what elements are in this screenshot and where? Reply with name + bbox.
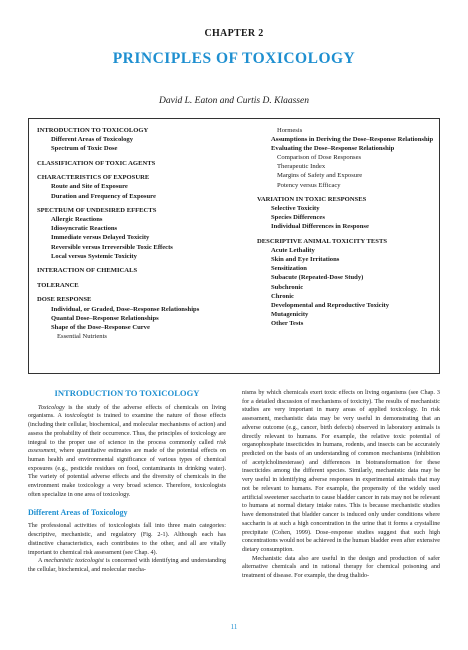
outline-entry: Therapeutic Index xyxy=(277,163,326,171)
chapter-title: PRINCIPLES OF TOXICOLOGY xyxy=(112,50,356,67)
outline-entry: Margins of Safety and Exposure xyxy=(277,172,363,180)
outline-entry: Species Differences xyxy=(271,214,325,222)
outline-entry: Duration and Frequency of Exposure xyxy=(51,192,156,200)
term-toxicologist: toxicologist xyxy=(64,413,94,420)
paragraph-mechanistic-data: Mechanistic data also are useful in the design and production of safer alternative chemicals and in rational therapy for chemical poisoning and treatment of disease. For example, the drug thalido- xyxy=(242,555,440,580)
outline-entry: Hormesis xyxy=(277,127,303,134)
outline-entry: Developmental and Reproductive Toxicity xyxy=(271,301,390,309)
text-span: is concerned with identifying and understanding the cellular, biochemical, and molecular mecha- xyxy=(28,558,226,573)
outline-entry: DESCRIPTIVE ANIMAL TOXICITY TESTS xyxy=(257,238,388,246)
text-span: is the study of the adverse effects of chemicals on living organisms. A xyxy=(28,404,226,420)
outline-left-column xyxy=(37,126,247,341)
outline-entry: Shape of the Dose–Response Curve xyxy=(51,323,150,331)
outline-entry: TOLERANCE xyxy=(37,281,79,289)
term-risk-assessment: risk assessment, xyxy=(28,439,226,455)
authors: David L. Eaton and Curtis D. Klaassen xyxy=(159,96,309,106)
outline-entry: Idiosyncratic Reactions xyxy=(51,225,118,233)
outline-entry: Allergic Reactions xyxy=(51,216,103,224)
outline-entry: Comparison of Dose Responses xyxy=(277,154,362,162)
outline-entry: Selective Toxicity xyxy=(271,205,320,213)
outline-entry: VARIATION IN TOXIC RESPONSES xyxy=(257,196,367,204)
subsection-heading: Different Areas of Toxicology xyxy=(28,507,128,517)
text-span: is trained to examine the nature of those effects (including their cellular, biochemical, and molecular mechanisms of action) and assess the probability of their occurrence. Thus, the principles of toxicology are integral to the proper use of science in the process commonly called xyxy=(28,413,226,446)
outline-entry: Route and Site of Exposure xyxy=(51,183,128,191)
paragraph-mechanistic xyxy=(28,557,226,574)
outline-entry: Chronic xyxy=(271,292,294,300)
outline-entry: Subacute (Repeated-Dose Study) xyxy=(271,274,364,282)
outline-entry: Immediate versus Delayed Toxicity xyxy=(51,234,150,242)
outline-entry: Quantal Dose–Response Relationships xyxy=(51,314,159,322)
paragraph-mechanisms: nisms by which chemicals exert toxic effects on living organisms (see Chap. 3 for a detailed discussion of mechanisms of toxicity). The results of mechanistic studies are very important in many areas of applied toxicology. In risk assessment, mechanistic data may be very useful in demonstrating that an adverse outcome (e.g., cancer, birth defects) observed in laboratory animals is directly relevant to humans. For example, the relative toxic potential of organophosphate insecticides in humans, rodents, and insects can be accurately predicted on the basis of an understanding of common mechanisms (inhibition of acetylcholinesterase) and differences in biotransformation for these insecticides among the different species. Similarly, mechanistic data may be very useful in identifying adverse responses in experimental animals that may not be relevant to humans. For example, the propensity of the widely used artificial sweetener saccharin to cause bladder cancer in rats may not be relevant to humans at normal dietary intake rates. This is because mechanistic studies have demonstrated that bladder cancer is induced only under conditions where saccharin is at such a high concentration in the urine that it forms a crystalline precipitate (Cohen, 1999). Dose–response studies suggest that such high concentrations would not be achieved in the human bladder even after extensive dietary consumption. xyxy=(242,390,440,553)
term-toxicology: Toxicology xyxy=(38,404,65,411)
body-column-left xyxy=(28,389,226,575)
chapter-outline-box xyxy=(28,118,440,374)
outline-entry: Essential Nutrients xyxy=(57,332,107,340)
section-heading: INTRODUCTION TO TOXICOLOGY xyxy=(54,388,200,398)
outline-entry: DOSE RESPONSE xyxy=(37,296,92,304)
outline-entry: CHARACTERISTICS OF EXPOSURE xyxy=(37,174,150,182)
chapter-label: CHAPTER 2 xyxy=(204,28,264,39)
outline-entry: Spectrum of Toxic Dose xyxy=(51,145,118,153)
body-column-right xyxy=(242,389,440,581)
outline-entry: SPECTRUM OF UNDESIRED EFFECTS xyxy=(37,207,157,215)
text-span: A xyxy=(38,558,44,565)
outline-entry: Potency versus Efficacy xyxy=(277,181,341,189)
paragraph-areas: The professional activities of toxicologists fall into three main categories: descriptive, mechanistic, and regulatory (Fig. 2-1). Although each has distinctive characteristics, each contributes to the other, and all are vitally important to chemical risk assessment (see Chap. 4). xyxy=(28,523,226,556)
outline-entry: Other Tests xyxy=(271,319,304,327)
outline-right-column xyxy=(257,126,437,328)
outline-entry: Reversible versus Irreversible Toxic Effects xyxy=(51,243,173,251)
term-mechanistic-toxicologist: mechanistic toxicologist xyxy=(43,558,104,565)
outline-entry: Evaluating the Dose–Response Relationship xyxy=(271,145,395,153)
outline-entry: Local versus Systemic Toxicity xyxy=(51,252,137,260)
outline-entry: Skin and Eye Irritations xyxy=(271,256,340,264)
outline-entry: CLASSIFICATION OF TOXIC AGENTS xyxy=(37,159,156,167)
outline-entry: Mutagenicity xyxy=(271,310,309,318)
paragraph-intro xyxy=(28,404,226,500)
outline-entry: Individual Differences in Response xyxy=(271,223,369,231)
outline-entry: Acute Lethality xyxy=(271,247,315,255)
text-span: where quantitative estimates are made of the potential effects on human health and environmental significance of various types of chemical exposures (e.g., pesticide residues on food, contaminants in drinking water). The variety of potential adverse effects and the diversity of chemicals in the environment make toxicology a very broad science. Therefore, toxicologists often specialize in one area of toxicology. xyxy=(28,448,226,498)
outline-entry: Individual, or Graded, Dose–Response Relationships xyxy=(51,305,200,313)
outline-entry: Different Areas of Toxicology xyxy=(51,136,133,144)
outline-entry: Assumptions in Deriving the Dose–Response Relationship xyxy=(271,136,434,144)
outline-entry: INTERACTION OF CHEMICALS xyxy=(37,267,138,275)
outline-entry: Subchronic xyxy=(271,283,304,291)
page-number: 11 xyxy=(230,623,238,631)
outline-entry: Sensitization xyxy=(271,265,307,273)
outline-entry: INTRODUCTION TO TOXICOLOGY xyxy=(37,127,149,134)
